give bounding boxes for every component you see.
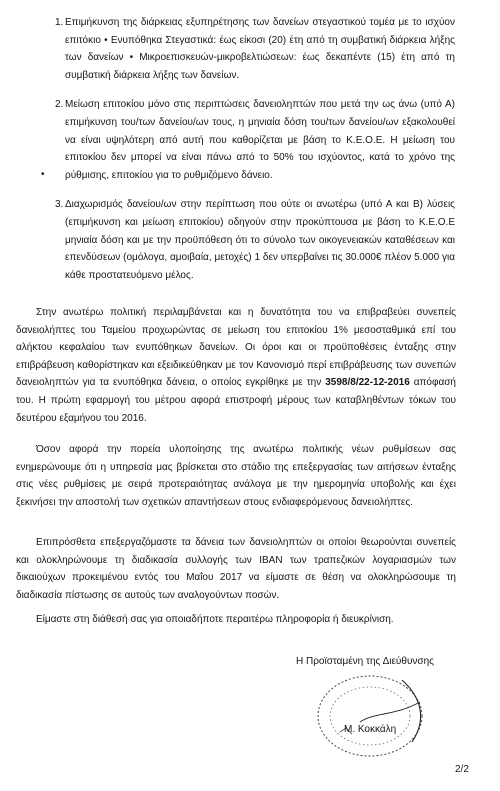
list-item	[41, 96, 455, 184]
list-item-text: Διαχωρισμός δανείου/ων στην περίπτωση που ούτε οι ανωτέρω (υπό Α και Β) λύσεις (επιμήκυνση και μείωση επιτοκίου) οδηγούν στην προκύπτουσα με βάση το Κ.Ε.Ο.Ε μηνιαία δόση και με την προϋπόθεση ότι το σύνολο των οικογενειακών καταθέσεων και επενδύσεων (ομόλογα, αμοιβαία, μετοχές) 1 δεν υπερβαίνει τις 30.000€ πλέον 5.000 για κάθε προστατευόμενο μέλος.	[65, 199, 455, 281]
page-number: 2/2	[455, 764, 469, 775]
list-item-text: Μείωση επιτοκίου μόνο στις περιπτώσεις δανειοληπτών που μετά την ως άνω (υπό Α) επιμήκυνση του/των δανείου/ων τους, η μηνιαία δόση του/των δανείου/ων εξακολουθεί να είναι υψηλότερη από αυτή που καθορίζεται με βάση το Κ.Ε.Ο.Ε. Η μείωση του επιτοκίου δεν μπορεί να είναι πάνω από το 50% του ισχύοντος, κατά το χρόνο της ρύθμισης, επιτοκίου για το ρυθμιζόμενο δάνειο.	[65, 99, 455, 181]
paragraph-reward-policy	[16, 304, 456, 427]
list-item	[55, 196, 455, 284]
signature-title: Η Προϊσταμένη της Διεύθυνσης	[296, 656, 434, 667]
signatory-name: Μ. Κοκκάλη	[344, 724, 397, 735]
paragraph-text: Όσον αφορά την πορεία υλοποίησης της ανωτέρω πολιτικής νέων ρυθμίσεων σας ενημερώνουμε ότι η υπηρεσία μας βρίσκεται στο στάδιο της επεξεργασίας των αιτήσεων ένταξης στις νέες ρυθμίσεις με σειρά προτεραιότητας ανάλογα με την ημερομηνία υποβολής και έχει ξεκινήσει την αποστολή των σχετικών απαντήσεων στους ενδιαφερόμενους δανειολήπτες.	[16, 444, 456, 508]
margin-bullet-mark: •	[41, 169, 45, 181]
paragraph-text: Επιπρόσθετα επεξεργαζόμαστε τα δάνεια των δανειοληπτών οι οποίοι θεωρούνται συνεπείς και ολοκληρώνουμε τη διαδικασία συλλογής των IBAN των τραπεζικών λογαριασμών των δικαιούχων προκειμένου εντός του Μαΐου 2017 να είμαστε σε θέση να ολοκληρώσουμε τη διαδικασία πίστωσης σε αυτούς των αναλογούντων ποσών.	[16, 537, 456, 601]
paragraph-text: Είμαστε στη διάθεσή σας για οποιαδήποτε περαιτέρω πληροφορία ή διευκρίνιση.	[36, 614, 394, 625]
paragraph-iban	[16, 534, 456, 604]
list-item-number: 3.	[55, 199, 64, 211]
official-stamp	[300, 672, 450, 758]
list-item-number: 2.	[55, 99, 64, 111]
measures-list	[41, 14, 455, 296]
list-item	[55, 14, 455, 84]
paragraph-text: απόφασή του. Η πρώτη εφαρμογή του μέτρου αφορά επιστροφή μέρους των καταβληθέντων τόκων του δευτέρου εξαμήνου του 2016.	[16, 377, 456, 424]
paragraph-closing	[16, 611, 456, 629]
list-item-number: 1.	[55, 17, 64, 28]
list-item-text: Επιμήκυνση της διάρκειας εξυπηρέτησης των δανείων στεγαστικού τομέα με το ισχύον επιτόκιο • Ενυπόθηκα Στεγαστικά: έως είκοσι (20) έτη από τη συμβατική διάρκεια λήξης των δανείων • Μικροεπισκευών-μικροβελτιώσεων: έως δεκαπέντε (15) έτη από τη συμβατική διάρκεια λήξης των δανείων.	[65, 17, 455, 81]
paragraph-text: Στην ανωτέρω πολιτική περιλαμβάνεται και η δυνατότητα του να επιβραβεύει συνεπείς δανειολήπτες του Ταμείου προχωρώντας σε μείωση του επιτοκίου 1% μεσοσταθμικά επί του αλήκτου κεφαλαίου των ενυπόθηκων δανείων. Οι όροι και οι προϋποθέσεις ένταξης στην επιβράβευση καθορίστηκαν και εξειδικεύθηκαν με τον Κανονισμό περί επιβράβευσης των συνεπών δανειοληπτών για τα ενυπόθηκα δάνεια, ο οποίος εγκρίθηκε με την	[16, 307, 456, 389]
paragraph-progress	[16, 441, 456, 511]
decision-number: 3598/8/22-12-2016	[325, 377, 410, 389]
